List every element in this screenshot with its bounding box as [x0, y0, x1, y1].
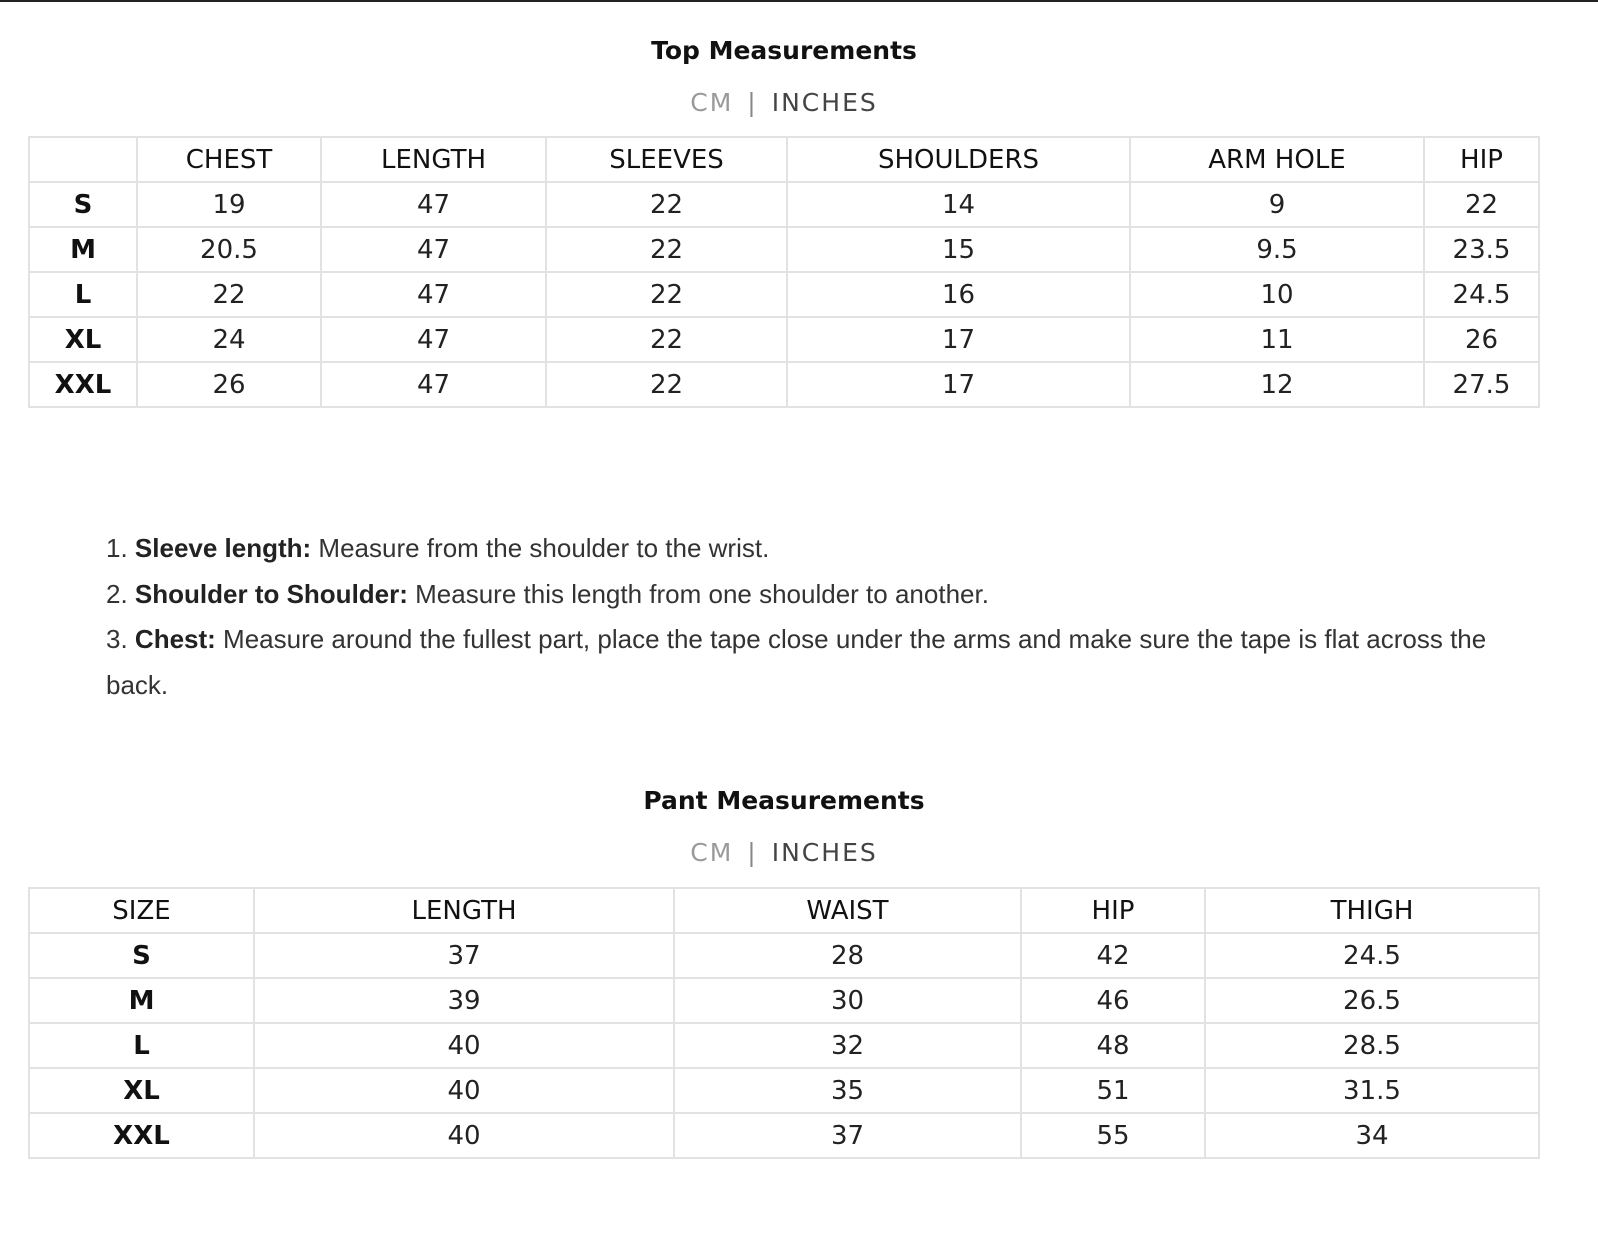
table-cell: 47 [321, 362, 546, 407]
instruction-term: Chest: [134, 624, 216, 654]
table-cell: 26 [137, 362, 321, 407]
table-header-row [29, 888, 1539, 933]
table-cell: 23.5 [1424, 227, 1539, 272]
column-header [29, 137, 137, 182]
measuring-instructions [106, 526, 1526, 708]
table-cell: 24 [137, 317, 321, 362]
size-cell: L [29, 1023, 254, 1068]
column-header-arm-hole: ARM HOLE [1130, 137, 1424, 182]
table-cell: 40 [254, 1068, 674, 1113]
top-unit-toggle [0, 88, 1568, 117]
instruction-term: Sleeve length: [134, 533, 312, 563]
column-header-shoulders: SHOULDERS [787, 137, 1130, 182]
pant-measurements-table [28, 887, 1540, 1159]
table-cell: 46 [1021, 978, 1205, 1023]
column-header-sleeves: SLEEVES [546, 137, 787, 182]
table-cell: 9 [1130, 182, 1424, 227]
table-cell: 22 [546, 227, 787, 272]
top-measurements-table [28, 136, 1540, 408]
table-cell: 11 [1130, 317, 1424, 362]
table-row [29, 978, 1539, 1023]
table-cell: 48 [1021, 1023, 1205, 1068]
size-cell: XL [29, 1068, 254, 1113]
table-cell: 28.5 [1205, 1023, 1539, 1068]
table-cell: 22 [1424, 182, 1539, 227]
column-header-thigh: THIGH [1205, 888, 1539, 933]
instruction-item [106, 617, 1526, 708]
size-cell: M [29, 227, 137, 272]
column-header-waist: WAIST [674, 888, 1021, 933]
table-cell: 47 [321, 227, 546, 272]
instruction-number: 2. [106, 578, 128, 609]
top-measurements-title: Top Measurements [651, 36, 917, 65]
instruction-item [106, 572, 1526, 618]
instruction-text: Measure this length from one shoulder to another. [407, 578, 989, 609]
instruction-term: Shoulder to Shoulder: [134, 578, 408, 609]
size-cell: XL [29, 317, 137, 362]
table-cell: 32 [674, 1023, 1021, 1068]
table-cell: 14 [787, 182, 1130, 227]
table-cell: 24.5 [1205, 933, 1539, 978]
table-cell: 26 [1424, 317, 1539, 362]
table-row [29, 1068, 1539, 1113]
table-cell: 40 [254, 1023, 674, 1068]
table-row [29, 272, 1539, 317]
size-cell: S [29, 182, 137, 227]
table-cell: 42 [1021, 933, 1205, 978]
top-unit-inches[interactable]: INCHES [771, 88, 878, 117]
table-cell: 9.5 [1130, 227, 1424, 272]
size-cell: XXL [29, 362, 137, 407]
table-cell: 30 [674, 978, 1021, 1023]
column-header-length: LENGTH [321, 137, 546, 182]
instruction-number: 1. [106, 533, 128, 563]
table-cell: 40 [254, 1113, 674, 1158]
table-cell: 16 [787, 272, 1130, 317]
top-divider [0, 0, 1598, 2]
size-cell: XXL [29, 1113, 254, 1158]
table-cell: 22 [546, 272, 787, 317]
pant-unit-separator: | [747, 838, 758, 867]
table-cell: 55 [1021, 1113, 1205, 1158]
column-header-chest: CHEST [137, 137, 321, 182]
size-cell: M [29, 978, 254, 1023]
table-cell: 20.5 [137, 227, 321, 272]
table-row [29, 227, 1539, 272]
table-cell: 39 [254, 978, 674, 1023]
table-cell: 17 [787, 362, 1130, 407]
table-cell: 51 [1021, 1068, 1205, 1113]
top-unit-separator: | [747, 88, 758, 117]
instruction-text: Measure around the fullest part, place the tape close under the arms and make sure the tape is flat across the back. [106, 624, 1487, 700]
table-row [29, 182, 1539, 227]
table-cell: 10 [1130, 272, 1424, 317]
table-cell: 37 [674, 1113, 1021, 1158]
table-cell: 35 [674, 1068, 1021, 1113]
instruction-text: Measure from the shoulder to the wrist. [311, 533, 770, 563]
table-cell: 47 [321, 272, 546, 317]
table-cell: 17 [787, 317, 1130, 362]
table-row [29, 933, 1539, 978]
table-row [29, 362, 1539, 407]
size-cell: S [29, 933, 254, 978]
column-header-length: LENGTH [254, 888, 674, 933]
column-header-size: SIZE [29, 888, 254, 933]
table-cell: 34 [1205, 1113, 1539, 1158]
table-cell: 47 [321, 317, 546, 362]
table-row [29, 1023, 1539, 1068]
top-unit-cm[interactable]: CM [690, 88, 734, 117]
table-cell: 26.5 [1205, 978, 1539, 1023]
table-cell: 22 [546, 362, 787, 407]
table-cell: 22 [546, 182, 787, 227]
size-cell: L [29, 272, 137, 317]
table-cell: 15 [787, 227, 1130, 272]
pant-measurements-title: Pant Measurements [643, 786, 925, 815]
table-cell: 47 [321, 182, 546, 227]
table-cell: 24.5 [1424, 272, 1539, 317]
table-cell: 28 [674, 933, 1021, 978]
table-header-row [29, 137, 1539, 182]
column-header-hip: HIP [1424, 137, 1539, 182]
pant-unit-inches[interactable]: INCHES [771, 838, 878, 867]
table-row [29, 1113, 1539, 1158]
table-cell: 22 [137, 272, 321, 317]
instruction-item [106, 526, 1526, 572]
table-cell: 19 [137, 182, 321, 227]
column-header-hip: HIP [1021, 888, 1205, 933]
table-row [29, 317, 1539, 362]
table-cell: 31.5 [1205, 1068, 1539, 1113]
table-cell: 12 [1130, 362, 1424, 407]
table-cell: 22 [546, 317, 787, 362]
table-cell: 27.5 [1424, 362, 1539, 407]
table-cell: 37 [254, 933, 674, 978]
pant-unit-cm[interactable]: CM [690, 838, 734, 867]
pant-unit-toggle [0, 838, 1568, 867]
instruction-number: 3. [106, 624, 128, 654]
